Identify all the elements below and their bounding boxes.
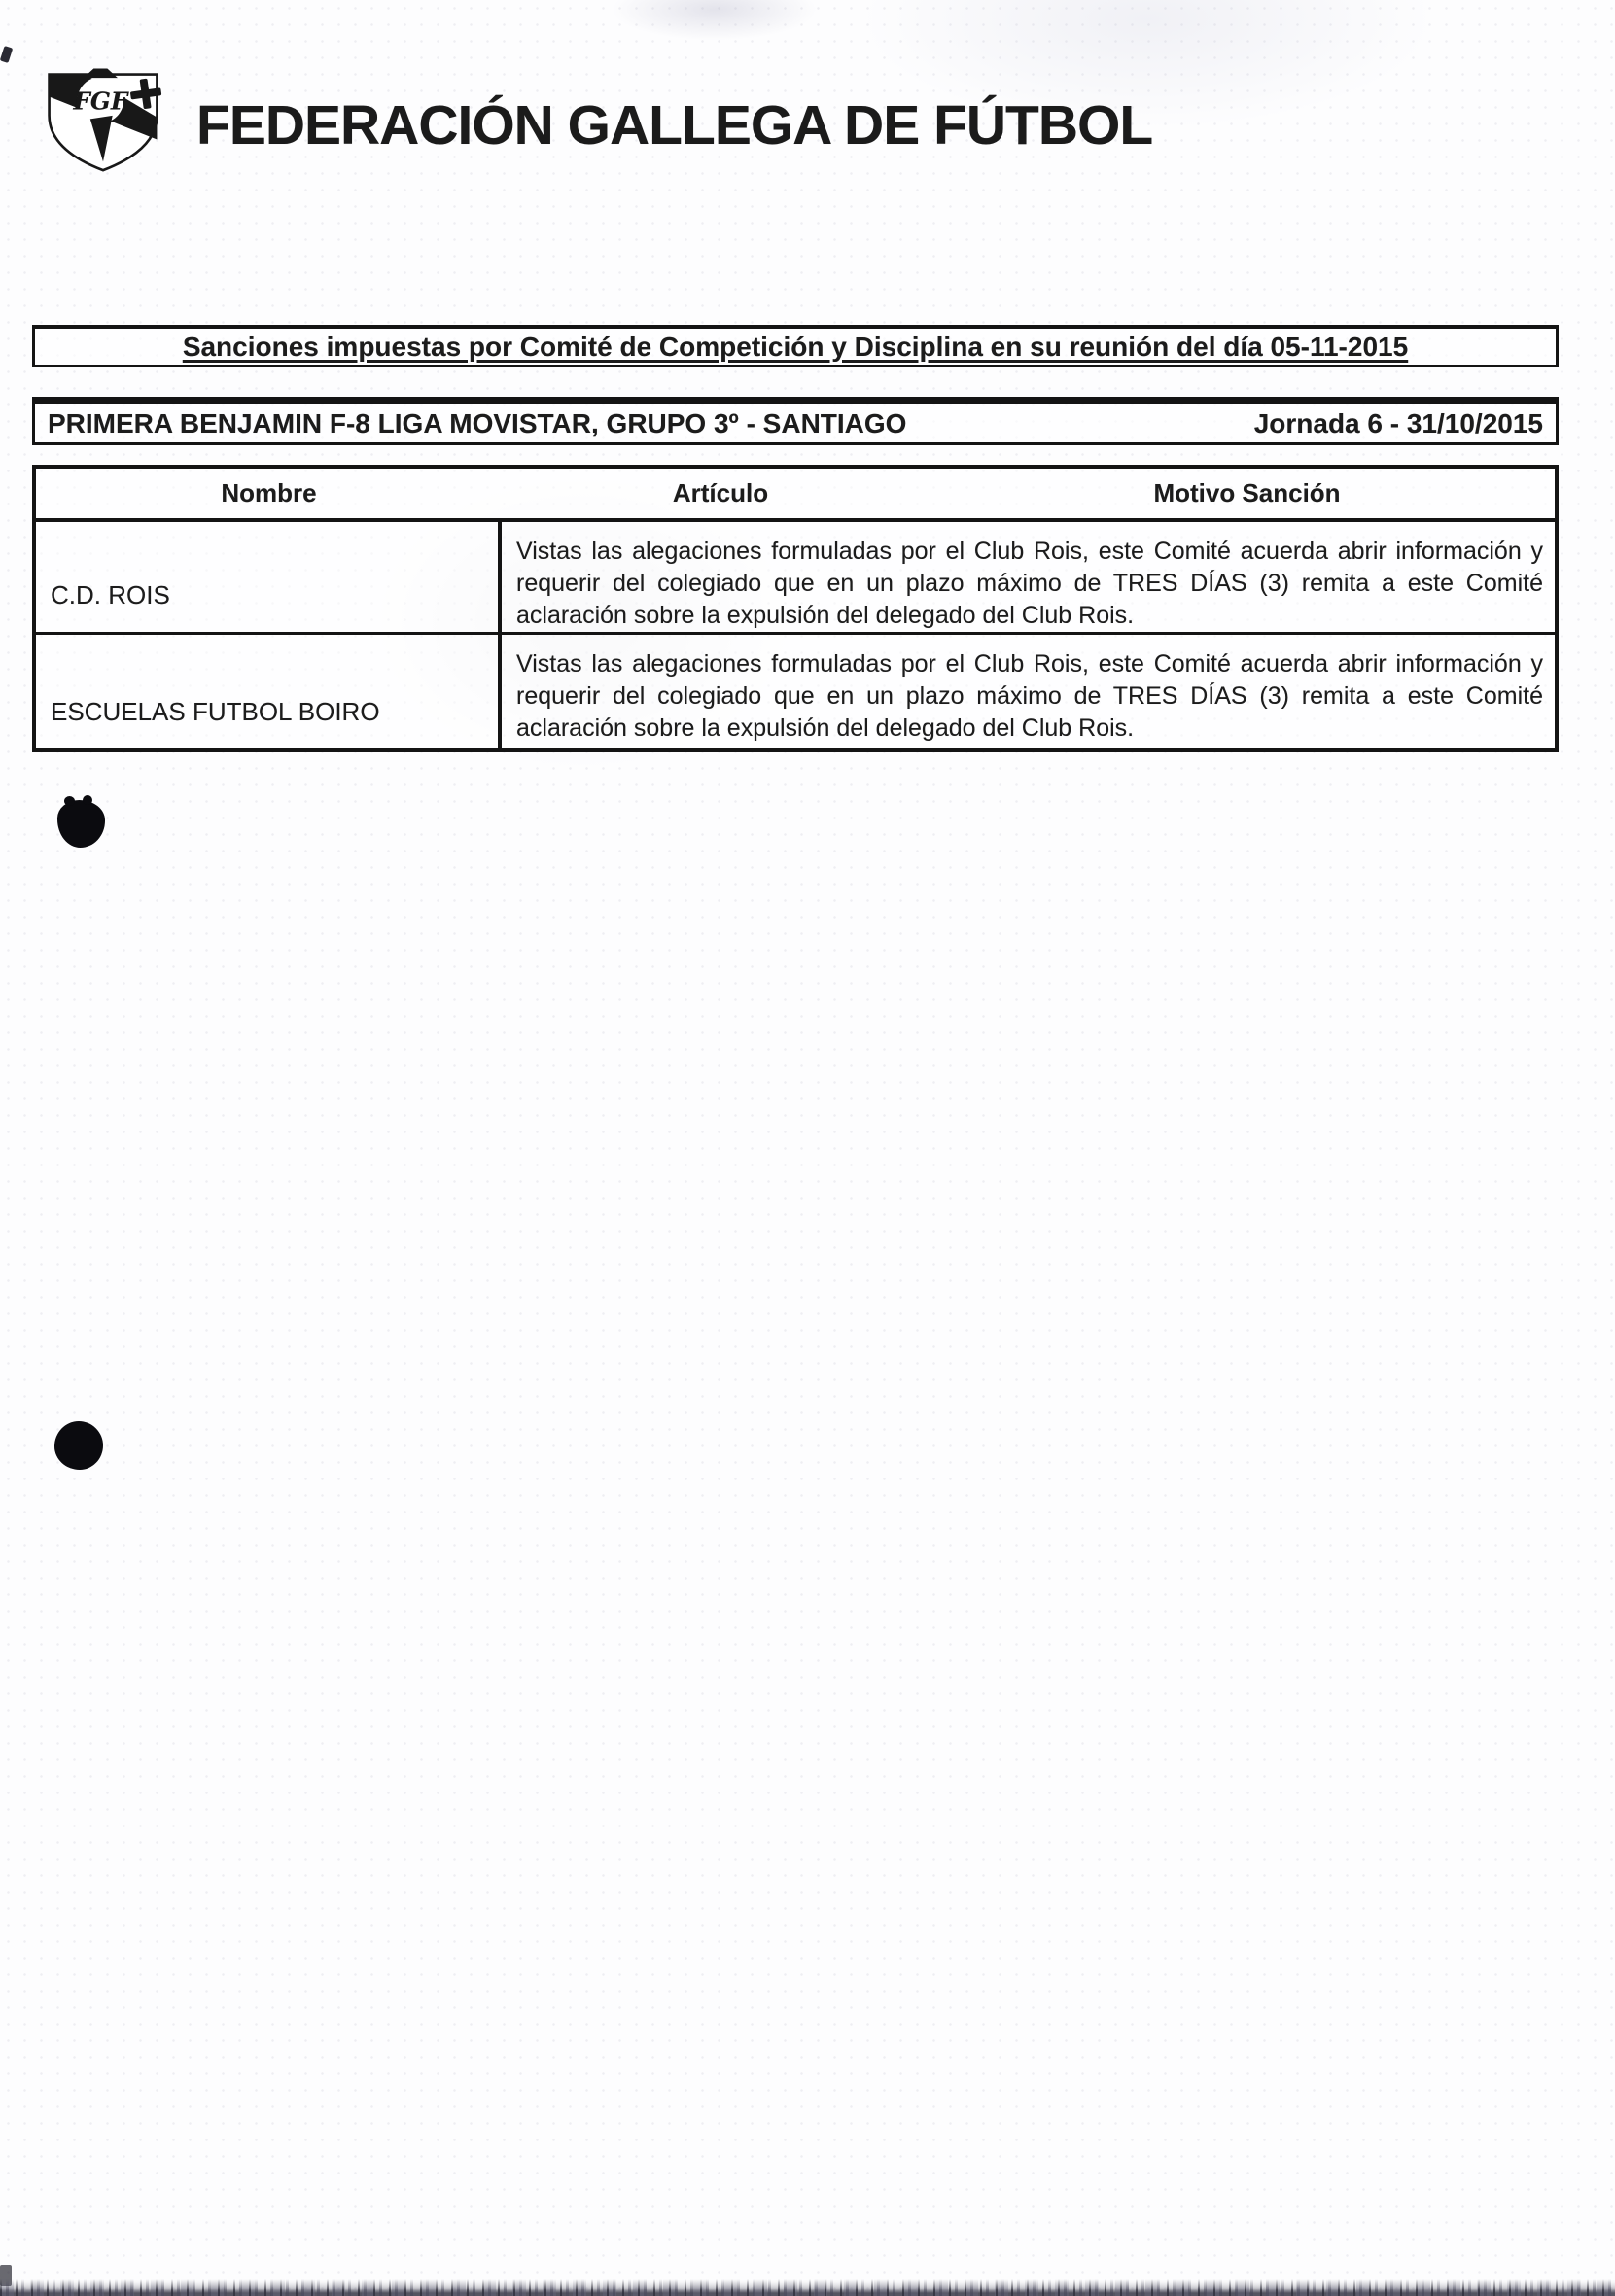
scan-bottom-edge-artifact: [0, 2279, 1615, 2296]
competition-banner: [32, 397, 1559, 445]
notice-banner: [32, 325, 1559, 367]
column-header-articulo: Artículo: [672, 478, 769, 507]
club-name: C.D. ROIS: [36, 522, 502, 632]
table-row: [36, 522, 1555, 635]
club-name: ESCUELAS FUTBOL BOIRO: [36, 635, 502, 748]
ink-blot-bottom: [54, 1421, 103, 1470]
table-header-row: [36, 469, 1555, 522]
table-row: [36, 635, 1555, 748]
column-header-nombre: Nombre: [221, 478, 317, 507]
crest-hat: [84, 68, 118, 78]
sanctions-table: [32, 465, 1559, 752]
sanction-text: Vistas las alegaciones formuladas por el Club Rois, este Comité acuerda abrir información y requerir del colegiado que en un plazo máximo de TRES DÍAS (3) remita a este Comité aclaración sobre la expulsión del delegado del Club Rois.: [516, 538, 1543, 629]
competition-name: PRIMERA BENJAMIN F-8 LIGA MOVISTAR, GRUPO 3º - SANTIAGO: [48, 407, 907, 438]
notice-title: Sanciones impuestas por Comité de Competición y Disciplina en su reunión del día 05-11-2015: [182, 330, 1409, 362]
crest-initials: FGF: [73, 87, 128, 116]
org-title: FEDERACIÓN GALLEGA DE FÚTBOL: [196, 94, 1153, 157]
scan-speck: [0, 46, 13, 63]
column-header-motivo: Motivo Sanción: [1153, 478, 1341, 507]
fgf-crest-logo: [39, 62, 167, 181]
ink-blot-top: [57, 800, 105, 848]
competition-matchday: Jornada 6 - 31/10/2015: [1253, 407, 1543, 438]
sanction-text: Vistas las alegaciones formuladas por el Club Rois, este Comité acuerda abrir información y requerir del colegiado que en un plazo máximo de TRES DÍAS (3) remita a este Comité aclaración sobre la expulsión del delegado del Club Rois.: [516, 650, 1543, 742]
